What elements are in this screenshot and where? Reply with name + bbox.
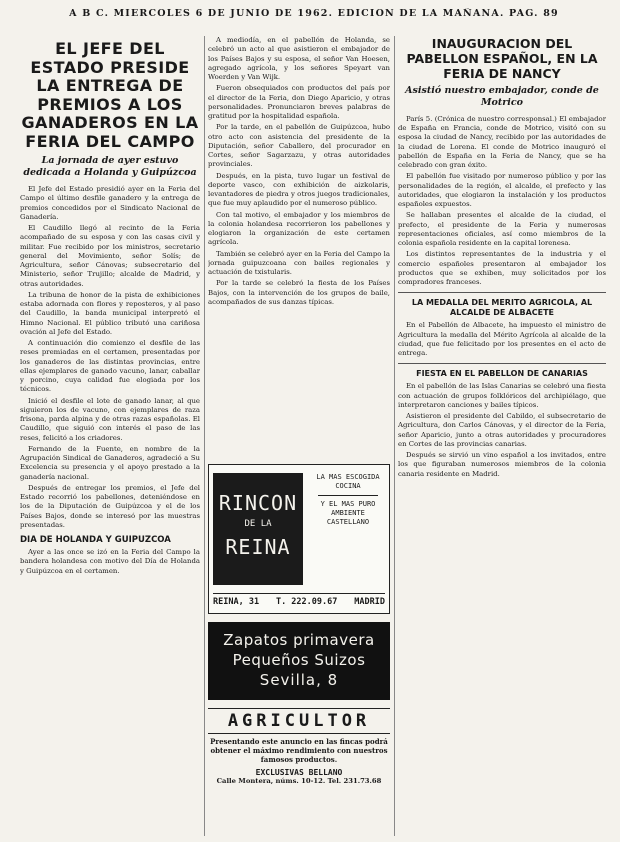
column-rule bbox=[204, 36, 205, 836]
ad-address: REINA, 31 bbox=[213, 597, 260, 607]
article-continuation bbox=[208, 36, 390, 456]
article-jefe-estado bbox=[20, 36, 200, 836]
paragraph: Después de entregar los premios, el Jefe del Estado recorrió los pabellones, deteniéndose en los de la Diputación de Guipúzcoa y el de los Países Bajos, donde se interesó por las muestras presentadas. bbox=[20, 483, 200, 529]
ad-agricultor bbox=[208, 704, 390, 830]
ad-name-line: REINA bbox=[225, 535, 291, 559]
ad-line: Sevilla, 8 bbox=[259, 671, 339, 689]
ad-address-bar bbox=[213, 593, 385, 607]
paragraph: Se hallaban presentes el alcalde de la ciudad, el prefecto, el presidente de la Feria y numerosas representaciones oficiales, así como miembros de la colonia española residente en la capital lorenesa. bbox=[398, 211, 606, 247]
ad-rincon-de-la-reina bbox=[208, 464, 390, 614]
headline: INAUGURACION DEL PABELLON ESPAÑOL, EN LA FERIA DE NANCY bbox=[406, 36, 598, 81]
ad-name-line: RINCON bbox=[218, 491, 298, 515]
paragraph: A continuación dio comienzo el desfile de las reses premiadas en el certamen, presentadas por los ganaderos de las distintas provincias, entre ellas ejemplares de ganado vacuno, lanar, caballar y porcino, cuya calidad fue elogiada por los técnicos. bbox=[20, 339, 200, 394]
deck: Asistió nuestro embajador, conde de Motrico bbox=[405, 85, 599, 108]
subheading: DIA DE HOLANDA Y GUIPUZCOA bbox=[20, 535, 171, 546]
headline: EL JEFE DEL ESTADO PRESIDE LA ENTREGA DE PREMIOS A LOS GANADEROS EN LA FERIA DEL CAMPO bbox=[21, 39, 199, 151]
paragraph: Asistieron el presidente del Cabildo, el subsecretario de Agricultura, don Carlos Cánovas, y el director de la Feria, señor Aparicio, junto a otras autoridades y procuradores en Cortes de las provincias canarias. bbox=[398, 412, 606, 448]
paragraph: Por la tarde, en el pabellón de Guipúzcoa, hubo otro acto con asistencia del presidente de la Diputación, señor Caballero, del procurador en Cortes, señor Sagarzazu, y otras autoridades provinciales. bbox=[208, 123, 390, 169]
ad-phone: T. 222.09.67 bbox=[275, 597, 338, 607]
subheading: LA MEDALLA DEL MERITO AGRICOLA, AL ALCALDE DE ALBACETE bbox=[411, 298, 593, 318]
paragraph: En el pabellón de las Islas Canarias se celebró una fiesta con actuación de grupos folklóricos del archipiélago, que interpretaron canciones y bailes típicos. bbox=[398, 382, 606, 409]
paragraph: La tribuna de honor de la pista de exhibiciones estaba adornada con flores y reposteros, y al paso del Caudillo, la banda municipal interpretó el Himno Nacional. El público tributó una cariñosa ovación al Jefe del Estado. bbox=[20, 290, 200, 336]
paragraph: Con tal motivo, el embajador y los miembros de la colonia holandesa recorrieron los pabellones y elogiaron la organización de este certamen agrícola. bbox=[208, 210, 390, 247]
ad-body: Presentando este anuncio en las fincas podrá obtener el máximo rendimiento con nuestros famosos productos. bbox=[210, 737, 388, 765]
paragraph: Fueron obsequiados con productos del país por el director de la Feria, don Diego Aparicio, y otras personalidades. Pronunciaron breves palabras de gratitud por la hospitalidad española. bbox=[208, 84, 390, 120]
divider bbox=[398, 363, 606, 364]
ad-zapatos-primavera bbox=[208, 622, 390, 700]
paragraph: También se celebró ayer en la Feria del Campo la jornada guipuzcoana con bailes regionales y actuación de txistularis. bbox=[208, 249, 390, 276]
paragraph: El Caudillo llegó al recinto de la Feria acompañado de su esposa y con las casas civil y militar. Fue recibido por los ministros, secretario general del Movimiento, señor Solís; de Agricultura, señor Cánovas; subsecretario del Ministerio, señor Trujillo; alcalde de Madrid, y otras autoridades. bbox=[20, 224, 200, 288]
ad-address: Calle Montera, núms. 10-12. Tel. 231.73.68 bbox=[216, 777, 382, 786]
deck: La jornada de ayer estuvo dedicada a Holanda y Guipúzcoa bbox=[23, 155, 197, 179]
divider bbox=[398, 292, 606, 293]
paragraph: Fernando de la Fuente, en nombre de la Agrupación Sindical de Ganaderos, agradeció a Su Excelencia su presencia y el apoyo prestado a la ganadería nacional. bbox=[20, 444, 200, 481]
column-rule bbox=[394, 36, 395, 836]
ad-slogan-line: Y EL MAS PURO AMBIENTE CASTELLANO bbox=[320, 500, 376, 527]
paragraph: Los distintos representantes de la industria y el comercio españoles presentaron al embajador los productos que se exhiben, muy solicitados por los compradores franceses. bbox=[398, 250, 606, 286]
ad-name-line: DE LA bbox=[244, 519, 272, 529]
paragraph: París 5. (Crónica de nuestro corresponsal.) El embajador de España en Francia, conde de Motrico, visitó con su esposa la ciudad de Nancy, recibido por las autoridades de la ciudad de Lorena. El conde de Motrico inauguró el pabellón de España en la Feria de Nancy, que se ha celebrado con gran éxito. bbox=[398, 114, 606, 169]
paragraph: A mediodía, en el pabellón de Holanda, se celebró un acto al que asistieron el embajador de los Países Bajos y su esposa, el señor Van Hoesen, agregado agrícola, y los señores Speyart van Woerden y Van Wijk. bbox=[208, 36, 390, 81]
ad-firm: EXCLUSIVAS BELLANO bbox=[255, 768, 343, 778]
paragraph: En el Pabellón de Albacete, ha impuesto el ministro de Agricultura la medalla del Mérito Agrícola al alcalde de la ciudad, que fue felicitado por los presentes en el acto de entrega. bbox=[398, 321, 606, 357]
ad-city: MADRID bbox=[354, 597, 385, 607]
paragraph: Después se sirvió un vino español a los invitados, entre los que figuraban numerosos miembros de la colonia canaria residente en Madrid. bbox=[398, 451, 606, 478]
ad-line: Zapatos primavera bbox=[223, 631, 375, 649]
ad-title: AGRICULTOR bbox=[208, 708, 390, 734]
paragraph: Por la tarde se celebró la fiesta de los Países Bajos, con la intervención de los grupos de baile, acompañados de sus danzas típicas. bbox=[208, 279, 390, 306]
paragraph: Ayer a las once se izó en la Feria del Campo la bandera holandesa con motivo del Día de Holanda y Guipúzcoa en el certamen. bbox=[20, 548, 200, 575]
paragraph: Inició el desfile el lote de ganado lanar, al que siguieron los de vacuno, con ejemplares de raza frisona, parda alpina y de otras razas españolas. El Caudillo, que siguió con interés el paso de las reses, felicitó a los criadores. bbox=[20, 396, 200, 442]
page-header: A B C. MIERCOLES 6 DE JUNIO DE 1962. EDICION DE LA MAÑANA. PAG. 89 bbox=[69, 8, 559, 19]
ad-slogan-line: LA MAS ESCOGIDA COCINA bbox=[316, 473, 380, 491]
divider bbox=[318, 495, 378, 496]
paragraph: El pabellón fue visitado por numeroso público y por las personalidades de la región, el alcalde, el prefecto y las autoridades, que elogiaron la instalación y los productos españoles expuestos. bbox=[398, 172, 606, 208]
paragraph: Después, en la pista, tuvo lugar un festival de deporte vasco, con exhibición de aizkolaris, levantadores de piedra y otros juegos tradicionales, que fue muy aplaudido por el numeroso público. bbox=[208, 171, 390, 208]
ad-logo-block bbox=[213, 473, 303, 585]
subheading: FIESTA EN EL PABELLON DE CANARIAS bbox=[416, 369, 588, 379]
ad-slogan bbox=[309, 473, 387, 527]
ad-line: Pequeños Suizos bbox=[232, 651, 366, 669]
paragraph: El Jefe del Estado presidió ayer en la Feria del Campo el último desfile ganadero y la entrega de premios concedidos por el Sindicato Nacional de Ganadería. bbox=[20, 185, 200, 221]
article-pabellon-nancy bbox=[398, 36, 606, 836]
